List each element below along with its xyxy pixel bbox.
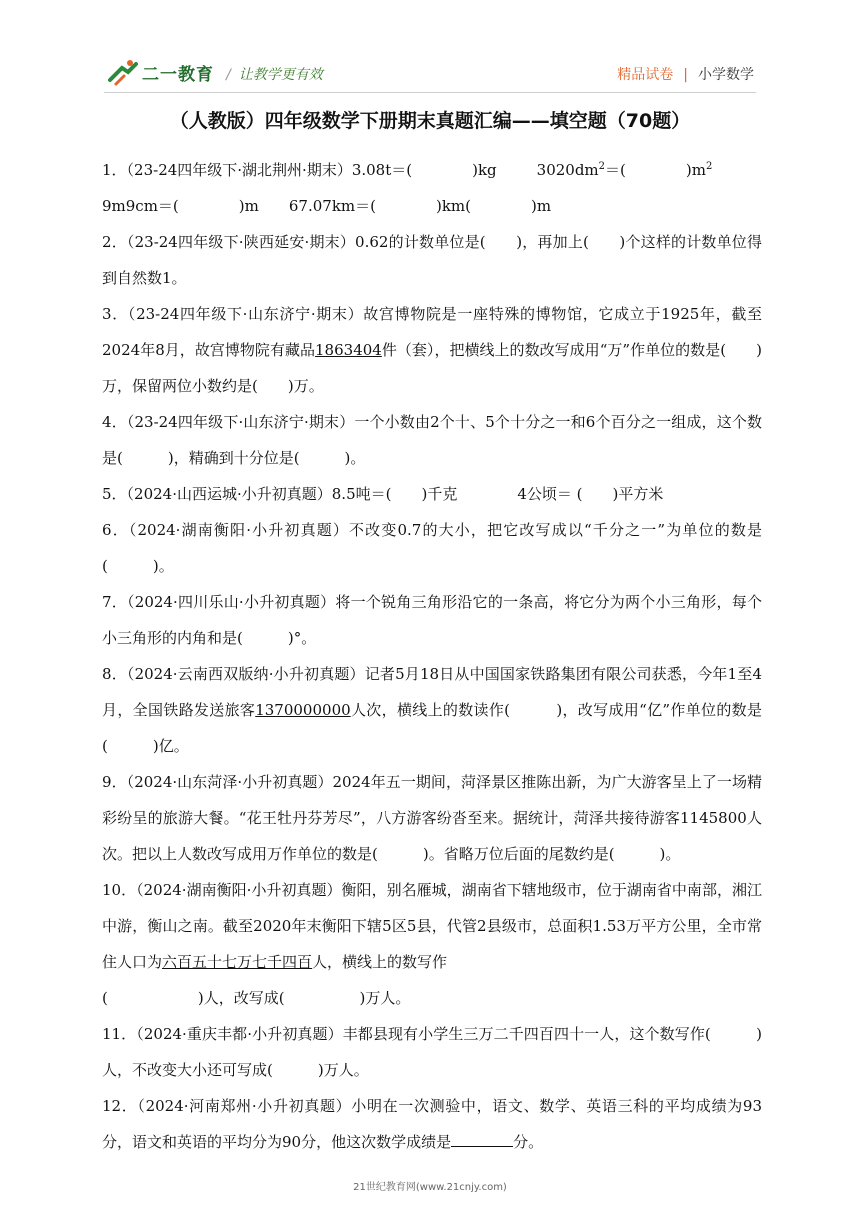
question-5: 5．（2024·山西运城·小升初真题）8.5吨＝( )千克 4公顷＝ ( )平方米 [102, 485, 664, 503]
question-7: 7．（2024·四川乐山·小升初真题）将一个锐角三角形沿它的一条高，将它分为两个小三角形，每个小三角形的内角和是( )°。 [102, 593, 762, 647]
underlined-number: 1370000000 [255, 701, 351, 719]
tag-subject: 小学数学 [698, 67, 754, 83]
question-12: 12．（2024·河南郑州·小升初真题）小明在一次测验中，语文、数学、英语三科的平均成绩为93分，语文和英语的平均分为90分，他这次数学成绩是 分。 [102, 1097, 762, 1151]
page-footer: 21世纪教育网(www.21cnjy.com) [353, 1182, 507, 1193]
question-3: 3．（23-24四年级下·山东济宁·期末）故宫博物院是一座特殊的博物馆，它成立于1925年，截至2024年8月，故宫博物院有藏品1863404件（套），把横线上的数改写成用“万”作单位的数是( )万，保留两位小数约是( )万。 [102, 305, 763, 395]
question-1: 1．（23-24四年级下·湖北荆州·期末）3.08t＝( )kg $3020dm^2=$( )$m^2$ 9m9cm＝( )m 67.07km＝( )km( )m [102, 161, 713, 215]
question-4: 4．（23-24四年级下·山东济宁·期末）一个小数由2个十、5个十分之一和6个百分之一组成，这个数是( )，精确到十分位是( )。 [102, 413, 762, 467]
header-tags: 精品试卷 | 小学数学 [617, 67, 754, 83]
underlined-number: 1863404 [315, 341, 382, 359]
question-list [102, 152, 762, 1160]
question-8: 8．（2024·云南西双版纳·小升初真题）记者5月18日从中国国家铁路集团有限公司获悉，今年1至4月，全国铁路发送旅客1370000000人次，横线上的数读作( )，改写成用“亿”作单位的数是( )亿。 [102, 665, 762, 755]
page-header [0, 0, 860, 100]
question-10: 10．（2024·湖南衡阳·小升初真题）衡阳，别名雁城，湖南省下辖地级市，位于湖南省中南部，湘江中游，衡山之南。截至2020年末衡阳下辖5区5县，代管2县级市，总面积1.53万平方公里，全市常住人口为六百五十七万七千四百人，横线上的数写作 ( )人，改写成( )万人。 [102, 881, 762, 1007]
question-9: 9．（2024·山东菏泽·小升初真题）2024年五一期间，菏泽景区推陈出新，为广大游客呈上了一场精彩纷呈的旅游大餐。“花王牡丹芬芳尽”，八方游客纷沓至来。据统计，菏泽共接待游客1145800人次。把以上人数改写成用万作单位的数是( )。省略万位后面的尾数约是( )。 [102, 773, 762, 863]
question-11: 11．（2024·重庆丰都·小升初真题）丰都县现有小学生三万二千四百四十一人，这个数写作( )人，不改变大小还可写成( )万人。 [102, 1025, 762, 1079]
question-2: 2．（23-24四年级下·陕西延安·期末）0.62的计数单位是( )，再加上( )个这样的计数单位得到自然数1。 [102, 233, 762, 287]
underlined-number: 六百五十七万七千四百 [162, 953, 313, 971]
answer-blank-line [451, 1132, 513, 1147]
slogan: / 让教学更有效 [226, 67, 323, 83]
header-divider [104, 92, 756, 93]
tag-quality-paper: 精品试卷 [617, 67, 674, 83]
logo-text: 二一教育 [142, 65, 214, 85]
page-title: （人教版）四年级数学下册期末真题汇编——填空题（70题） [169, 110, 691, 132]
question-6: 6．（2024·湖南衡阳·小升初真题）不改变0.7的大小，把它改写成以“千分之一”为单位的数是( )。 [102, 521, 762, 575]
